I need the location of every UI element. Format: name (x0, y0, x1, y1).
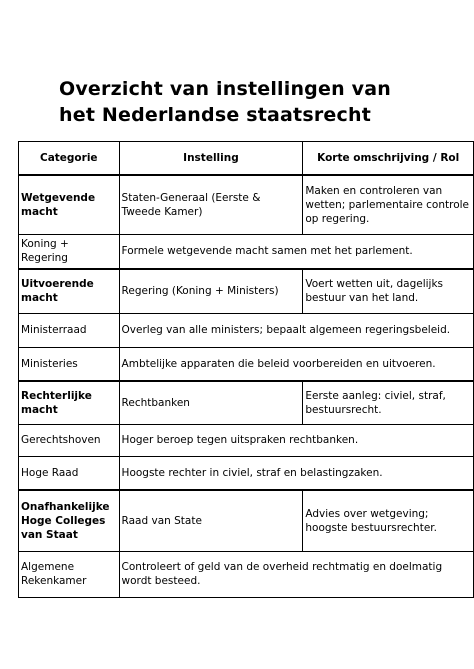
cell-instelling: Ambtelijke apparaten die beleid voorbereiden en uitvoeren. (119, 347, 473, 381)
table-row (19, 313, 474, 347)
cell-instelling: Hoger beroep tegen uitspraken rechtbanken. (119, 424, 473, 456)
table-row (19, 381, 474, 424)
cell-categorie: Rechterlijke macht (19, 381, 120, 424)
table-row (19, 456, 474, 490)
cell-instelling: Controleert of geld van de overheid rechtmatig en doelmatig wordt besteed. (119, 551, 473, 597)
cell-categorie: Uitvoerende macht (19, 269, 120, 313)
table-row (19, 424, 474, 456)
table-row (19, 234, 474, 269)
cell-instelling: Overleg van alle ministers; bepaalt algemeen regeringsbeleid. (119, 313, 473, 347)
header-categorie: Categorie (19, 142, 120, 176)
table-header-row (19, 142, 474, 176)
cell-omschrijving: Eerste aanleg: civiel, straf, bestuursrecht. (303, 381, 474, 424)
table-row (19, 269, 474, 313)
header-omschrijving: Korte omschrijving / Rol (303, 142, 474, 176)
cell-categorie: Algemene Rekenkamer (19, 551, 120, 597)
cell-categorie: Ministerraad (19, 313, 120, 347)
table-row (19, 347, 474, 381)
cell-instelling: Formele wetgevende macht samen met het parlement. (119, 234, 473, 269)
cell-categorie: Gerechtshoven (19, 424, 120, 456)
table-row (19, 490, 474, 551)
cell-categorie: Koning + Regering (19, 234, 120, 269)
cell-categorie: Wetgevende macht (19, 175, 120, 234)
cell-categorie: Onafhankelijke Hoge Colleges van Staat (19, 490, 120, 551)
table-row (19, 175, 474, 234)
cell-omschrijving: Voert wetten uit, dagelijks bestuur van het land. (303, 269, 474, 313)
title-line-1: Overzicht van instellingen van (59, 78, 391, 100)
institutions-table (18, 141, 474, 598)
cell-instelling: Staten-Generaal (Eerste & Tweede Kamer) (119, 175, 303, 234)
title-line-2: het Nederlandse staatsrecht (59, 104, 371, 126)
cell-categorie: Ministeries (19, 347, 120, 381)
cell-omschrijving: Advies over wetgeving; hoogste bestuursrechter. (303, 490, 474, 551)
cell-instelling: Raad van State (119, 490, 303, 551)
document-title (59, 76, 391, 128)
cell-instelling: Rechtbanken (119, 381, 303, 424)
cell-categorie: Hoge Raad (19, 456, 120, 490)
cell-instelling: Regering (Koning + Ministers) (119, 269, 303, 313)
cell-instelling: Hoogste rechter in civiel, straf en belastingzaken. (119, 456, 473, 490)
cell-omschrijving: Maken en controleren van wetten; parlementaire controle op regering. (303, 175, 474, 234)
table-row (19, 551, 474, 597)
header-instelling: Instelling (119, 142, 303, 176)
